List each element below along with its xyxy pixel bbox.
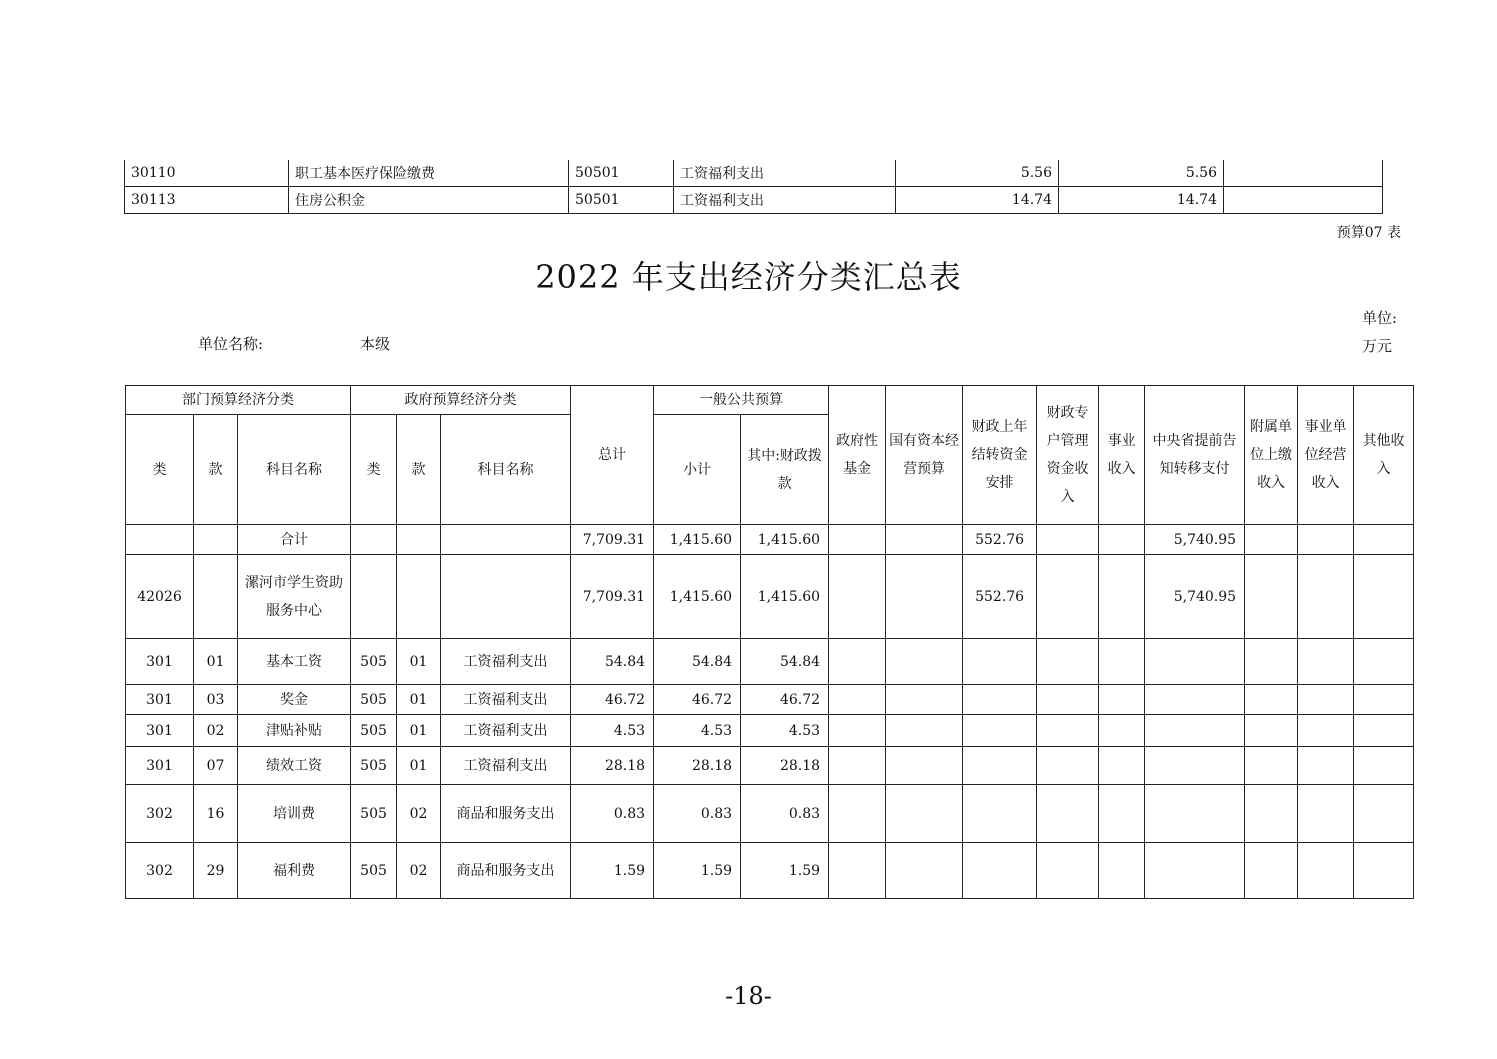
header-other: 其他收入 [1354, 386, 1414, 525]
header-business-income: 事业收入 [1099, 386, 1145, 525]
cell-total: 28.18 [571, 747, 654, 785]
cell-name: 职工基本医疗保险缴费 [289, 160, 569, 187]
unit-central-transfer: 5,740.95 [1145, 555, 1245, 639]
cell-gov-kuan: 01 [397, 747, 441, 785]
header-central-transfer: 中央省提前告知转移支付 [1145, 386, 1245, 525]
cell-gov-name: 工资福利支出 [674, 187, 896, 214]
table-row [126, 685, 1414, 715]
header-gov-kuan: 款 [397, 415, 441, 525]
table-row [126, 747, 1414, 785]
cell-gov-lei: 505 [351, 685, 397, 715]
cell-subtotal: 4.53 [654, 715, 741, 747]
total-label: 合计 [238, 525, 351, 555]
header-state-capital: 国有资本经营预算 [886, 386, 963, 525]
table-row [125, 187, 1383, 214]
cell-fiscal: 1.59 [741, 843, 829, 899]
cell-gov-kuan: 02 [397, 785, 441, 843]
unit-name-value: 本级 [360, 335, 391, 353]
cell-kuan: 01 [194, 639, 238, 685]
cell-value: 14.74 [896, 187, 1059, 214]
cell-fiscal: 46.72 [741, 685, 829, 715]
cell-gov-name: 工资福利支出 [674, 160, 896, 187]
cell-value: 5.56 [1059, 160, 1224, 187]
unit-label: 单位:万元 [1362, 309, 1398, 355]
cell-subtotal: 46.72 [654, 685, 741, 715]
table-row [126, 785, 1414, 843]
cell-kuan: 02 [194, 715, 238, 747]
header-gov-fund: 政府性基金 [829, 386, 886, 525]
cell-lei: 301 [126, 715, 194, 747]
total-fiscal: 1,415.60 [741, 525, 829, 555]
table-row [125, 160, 1383, 187]
cell-gov-lei: 505 [351, 843, 397, 899]
cell-total: 54.84 [571, 639, 654, 685]
unit-fiscal: 1,415.60 [741, 555, 829, 639]
cell-name: 基本工资 [238, 639, 351, 685]
header-lei: 类 [126, 415, 194, 525]
cell-name: 住房公积金 [289, 187, 569, 214]
cell-fiscal: 54.84 [741, 639, 829, 685]
cell-name: 绩效工资 [238, 747, 351, 785]
expense-summary-table [125, 385, 1414, 899]
cell-value: 5.56 [896, 160, 1059, 187]
cell-fiscal: 0.83 [741, 785, 829, 843]
cell-name: 奖金 [238, 685, 351, 715]
unit-name: 漯河市学生资助服务中心 [238, 555, 351, 639]
cell-lei: 301 [126, 747, 194, 785]
table-row [126, 843, 1414, 899]
cell-gov-code: 50501 [569, 160, 674, 187]
header-kuan: 款 [194, 415, 238, 525]
cell-gov-name: 商品和服务支出 [441, 785, 571, 843]
cell-total: 4.53 [571, 715, 654, 747]
cell-fiscal: 4.53 [741, 715, 829, 747]
cell-name: 津贴补贴 [238, 715, 351, 747]
header-dept-group: 部门预算经济分类 [126, 386, 351, 415]
total-carryover: 552.76 [963, 525, 1037, 555]
cell-fiscal: 28.18 [741, 747, 829, 785]
cell-gov-code: 50501 [569, 187, 674, 214]
cell-subtotal: 54.84 [654, 639, 741, 685]
page-number: -18- [725, 982, 772, 1010]
unit-subtotal: 1,415.60 [654, 555, 741, 639]
page-title: 2022 年支出经济分类汇总表 [535, 258, 962, 296]
cell-lei: 301 [126, 639, 194, 685]
cell-lei: 302 [126, 785, 194, 843]
cell-subtotal: 0.83 [654, 785, 741, 843]
cell-gov-name: 工资福利支出 [441, 639, 571, 685]
header-special-account: 财政专户管理资金收入 [1037, 386, 1099, 525]
cell-code: 30110 [125, 160, 289, 187]
cell-gov-lei: 505 [351, 639, 397, 685]
cell-empty [1224, 160, 1383, 187]
header-carryover: 财政上年结转资金安排 [963, 386, 1037, 525]
cell-gov-name: 工资福利支出 [441, 747, 571, 785]
total-row [126, 525, 1414, 555]
cell-kuan: 07 [194, 747, 238, 785]
unit-row [126, 555, 1414, 639]
table-row [126, 639, 1414, 685]
cell-gov-kuan: 02 [397, 843, 441, 899]
header-total: 总计 [571, 386, 654, 525]
cell-lei: 302 [126, 843, 194, 899]
header-affiliated: 附属单位上缴收入 [1245, 386, 1298, 525]
table-row [126, 715, 1414, 747]
cell-gov-name: 工资福利支出 [441, 685, 571, 715]
table-number: 预算07 表 [1336, 225, 1401, 241]
cell-gov-kuan: 01 [397, 715, 441, 747]
unit-total: 7,709.31 [571, 555, 654, 639]
cell-empty [1224, 187, 1383, 214]
cell-gov-kuan: 01 [397, 639, 441, 685]
cell-total: 1.59 [571, 843, 654, 899]
cell-name: 培训费 [238, 785, 351, 843]
header-gov-subject: 科目名称 [441, 415, 571, 525]
cell-kuan: 03 [194, 685, 238, 715]
cell-total: 0.83 [571, 785, 654, 843]
cell-name: 福利费 [238, 843, 351, 899]
header-row-group [126, 386, 1414, 415]
header-gov-group: 政府预算经济分类 [351, 386, 571, 415]
cell-lei: 301 [126, 685, 194, 715]
cell-subtotal: 1.59 [654, 843, 741, 899]
unit-name-label: 单位名称: [198, 335, 264, 353]
cell-kuan: 29 [194, 843, 238, 899]
cell-gov-name: 工资福利支出 [441, 715, 571, 747]
unit-carryover: 552.76 [963, 555, 1037, 639]
header-subtotal: 小计 [654, 415, 741, 525]
header-fiscal: 其中:财政拨款 [741, 415, 829, 525]
cell-gov-kuan: 01 [397, 685, 441, 715]
cell-total: 46.72 [571, 685, 654, 715]
cell-kuan: 16 [194, 785, 238, 843]
cell-gov-lei: 505 [351, 715, 397, 747]
header-subject: 科目名称 [238, 415, 351, 525]
header-general-group: 一般公共预算 [654, 386, 829, 415]
cell-gov-lei: 505 [351, 785, 397, 843]
header-operating: 事业单位经营收入 [1298, 386, 1354, 525]
cell-subtotal: 28.18 [654, 747, 741, 785]
total-total: 7,709.31 [571, 525, 654, 555]
total-central-transfer: 5,740.95 [1145, 525, 1245, 555]
previous-table-continuation [124, 160, 1383, 214]
cell-gov-name: 商品和服务支出 [441, 843, 571, 899]
cell-value: 14.74 [1059, 187, 1224, 214]
unit-code: 42026 [126, 555, 194, 639]
total-subtotal: 1,415.60 [654, 525, 741, 555]
cell-gov-lei: 505 [351, 747, 397, 785]
cell-code: 30113 [125, 187, 289, 214]
header-gov-lei: 类 [351, 415, 397, 525]
